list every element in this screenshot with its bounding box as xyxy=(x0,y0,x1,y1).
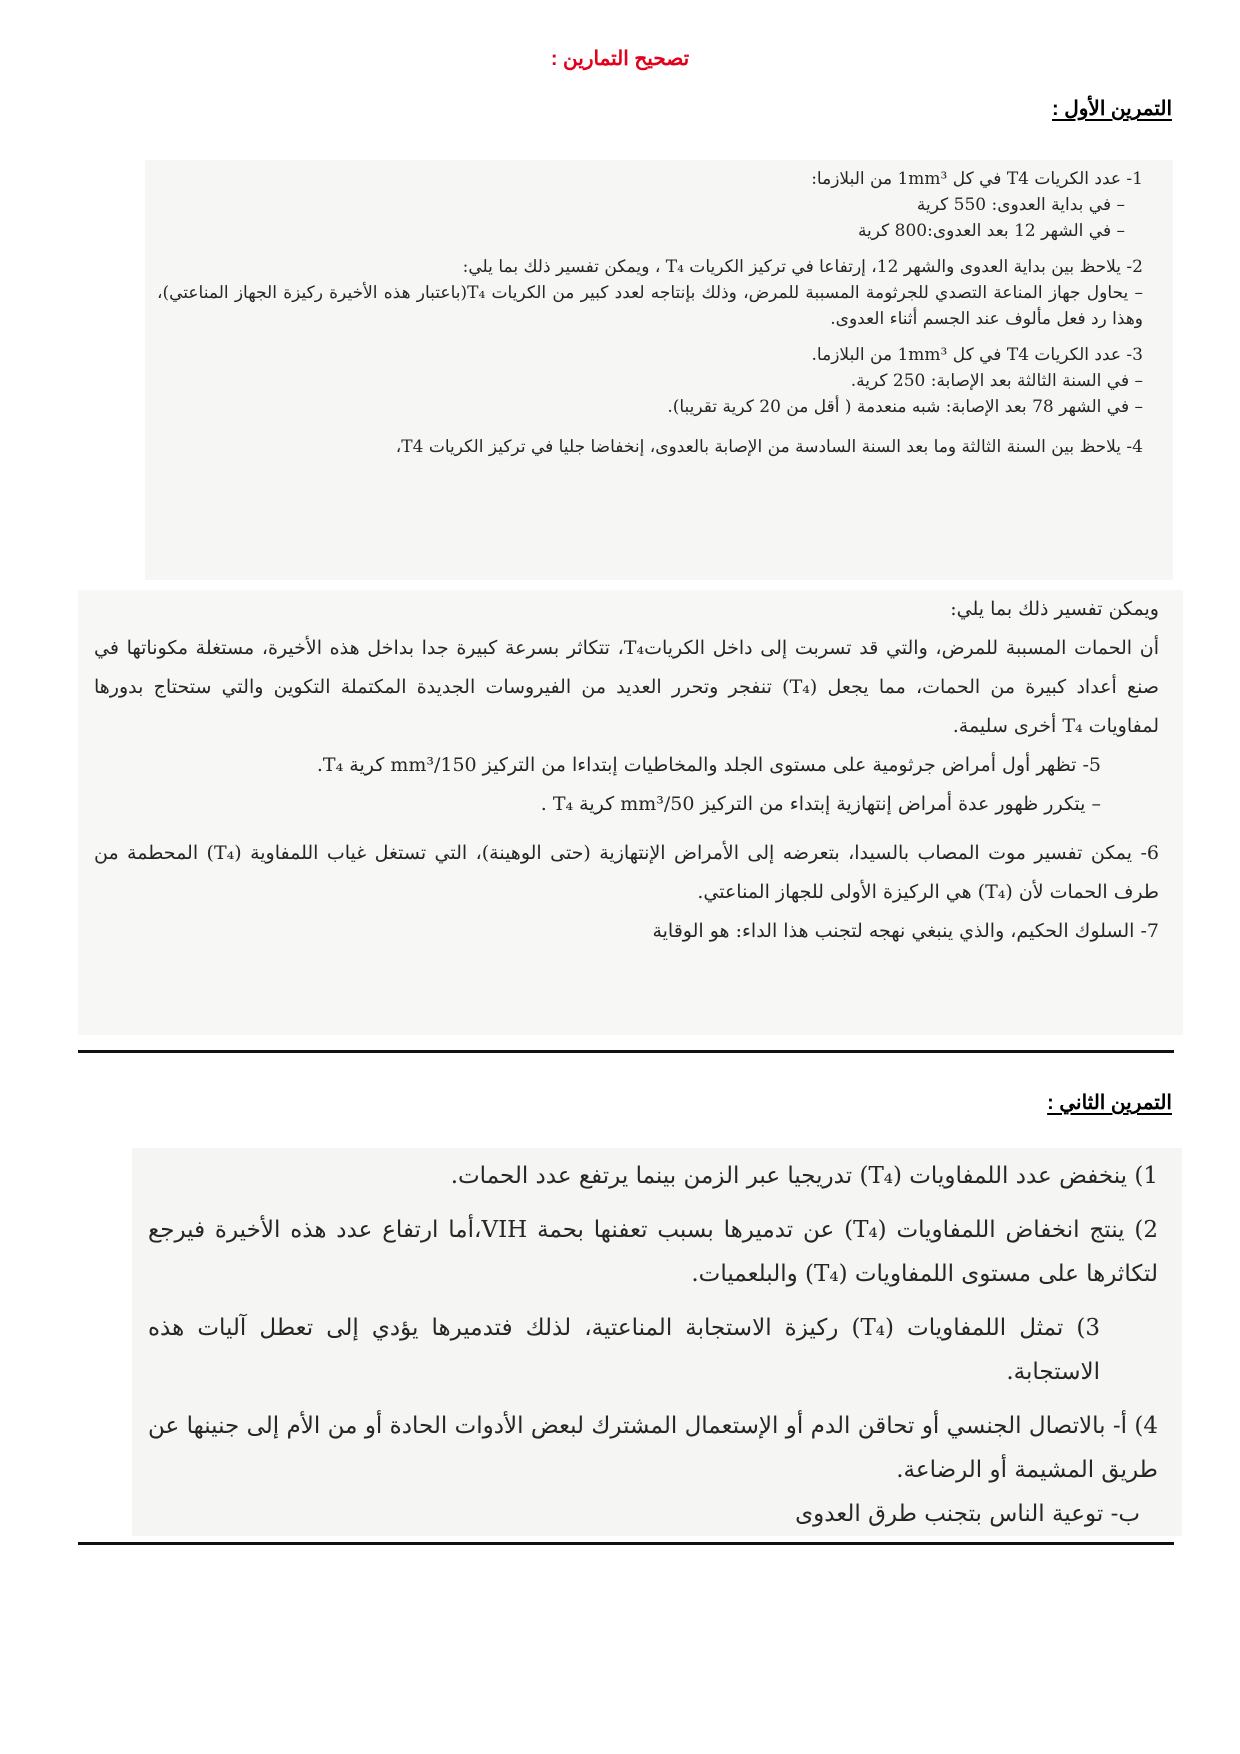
answer-line: – يتكرر ظهور عدة أمراض إنتهازية إبتداء من التركيز 50/mm³ كرية T₄ . xyxy=(540,793,1101,815)
answer-line: – في الشهر 12 بعد العدوى:800 كرية xyxy=(857,221,1125,241)
answer-line: 2- يلاحظ بين بداية العدوى والشهر 12، إرتفاعا في تركيز الكريات T₄ ، ويمكن تفسير ذلك بما يلي: xyxy=(462,257,1143,277)
answer-line: – في بداية العدوى: 550 كرية xyxy=(916,195,1125,215)
answer-line: ويمكن تفسير ذلك بما يلي: xyxy=(950,598,1159,620)
divider xyxy=(78,1542,1174,1545)
answer-line: أن الحمات المسببة للمرض، والتي قد تسربت إلى داخل الكرياتT₄، تتكاثر بسرعة كبيرة جدا بداخل هذه الأخيرة، مستغلة مكوناتها في صنع أعداد كبيرة من الحمات، مما يجعل (T₄) تنفجر وتحرر العديد من الفيروسات الجديدة المكتملة التكوين والتي ستحتاج بدورها لمفاويات T₄ أخرى سليمة. xyxy=(94,637,1159,737)
answer-line: 7- السلوك الحكيم، والذي ينبغي نهجه لتجنب هذا الداء: هو الوقاية xyxy=(652,920,1159,942)
answer-line: ب- توعية الناس بتجنب طرق العدوى xyxy=(795,1501,1140,1527)
answer-line: – يحاول جهاز المناعة التصدي للجرثومة المسببة للمرض، وذلك بإنتاجه لعدد كبير من الكريات T₄(باعتبار هذه الأخيرة ركيزة الجهاز المناعتي)، وهذا رد فعل مألوف عند الجسم أثناء العدوى. xyxy=(157,283,1143,329)
answer-line: 5- تظهر أول أمراض جرثومية على مستوى الجلد والمخاطيات إبتداءا من التركيز 150/mm³ كرية T₄. xyxy=(316,754,1101,776)
answer-line: 3- عدد الكريات T4 في كل 1mm³ من البلازما. xyxy=(811,345,1143,365)
exercise1-heading: التمرين الأول : xyxy=(1052,98,1172,120)
answer-line: 6- يمكن تفسير موت المصاب بالسيدا، بتعرضه إلى الأمراض الإنتهازية (حتى الوهينة)، التي تستغل غياب اللمفاوية (T₄) المحطمة من طرف الحمات لأن (T₄) هي الركيزة الأولى للجهاز المناعتي. xyxy=(94,842,1159,903)
answer-line: – في الشهر 78 بعد الإصابة: شبه منعدمة ( أقل من 20 كرية تقريبا). xyxy=(667,397,1143,417)
exercise1-answers-part2 xyxy=(78,590,1183,1035)
divider xyxy=(78,1050,1174,1053)
answer-line: 1) ينخفض عدد اللمفاويات (T₄) تدريجيا عبر الزمن بينما يرتفع عدد الحمات. xyxy=(450,1163,1158,1189)
answer-line: 1- عدد الكريات T4 في كل 1mm³ من البلازما: xyxy=(811,169,1143,189)
page-title: تصحيح التمارين : xyxy=(550,48,690,70)
answer-line: 3) تمثل اللمفاويات (T₄) ركيزة الاستجابة المناعتية، لذلك فتدميرها يؤدي إلى تعطل آليات هذه الاستجابة. xyxy=(148,1315,1100,1385)
answer-line: 4- يلاحظ بين السنة الثالثة وما بعد السنة السادسة من الإصابة بالعدوى، إنخفاضا جليا في تركيز الكريات T4، xyxy=(395,437,1143,457)
exercise2-heading: التمرين الثاني : xyxy=(1047,1092,1172,1114)
answer-line: 4) أ- بالاتصال الجنسي أو تحاقن الدم أو الإستعمال المشترك لبعض الأدوات الحادة أو من الأم إلى جنينها عن طريق المشيمة أو الرضاعة. xyxy=(148,1413,1158,1483)
answer-line: – في السنة الثالثة بعد الإصابة: 250 كرية. xyxy=(850,371,1143,391)
answer-line: 2) ينتج انخفاض اللمفاويات (T₄) عن تدميرها بسبب تعفنها بحمة VIH،أما ارتفاع عدد هذه الأخيرة فيرجع لتكاثرها على مستوى اللمفاويات (T₄) والبلعميات. xyxy=(148,1217,1159,1287)
exercise2-answers xyxy=(132,1148,1182,1536)
exercise1-answers-part1 xyxy=(145,160,1173,580)
